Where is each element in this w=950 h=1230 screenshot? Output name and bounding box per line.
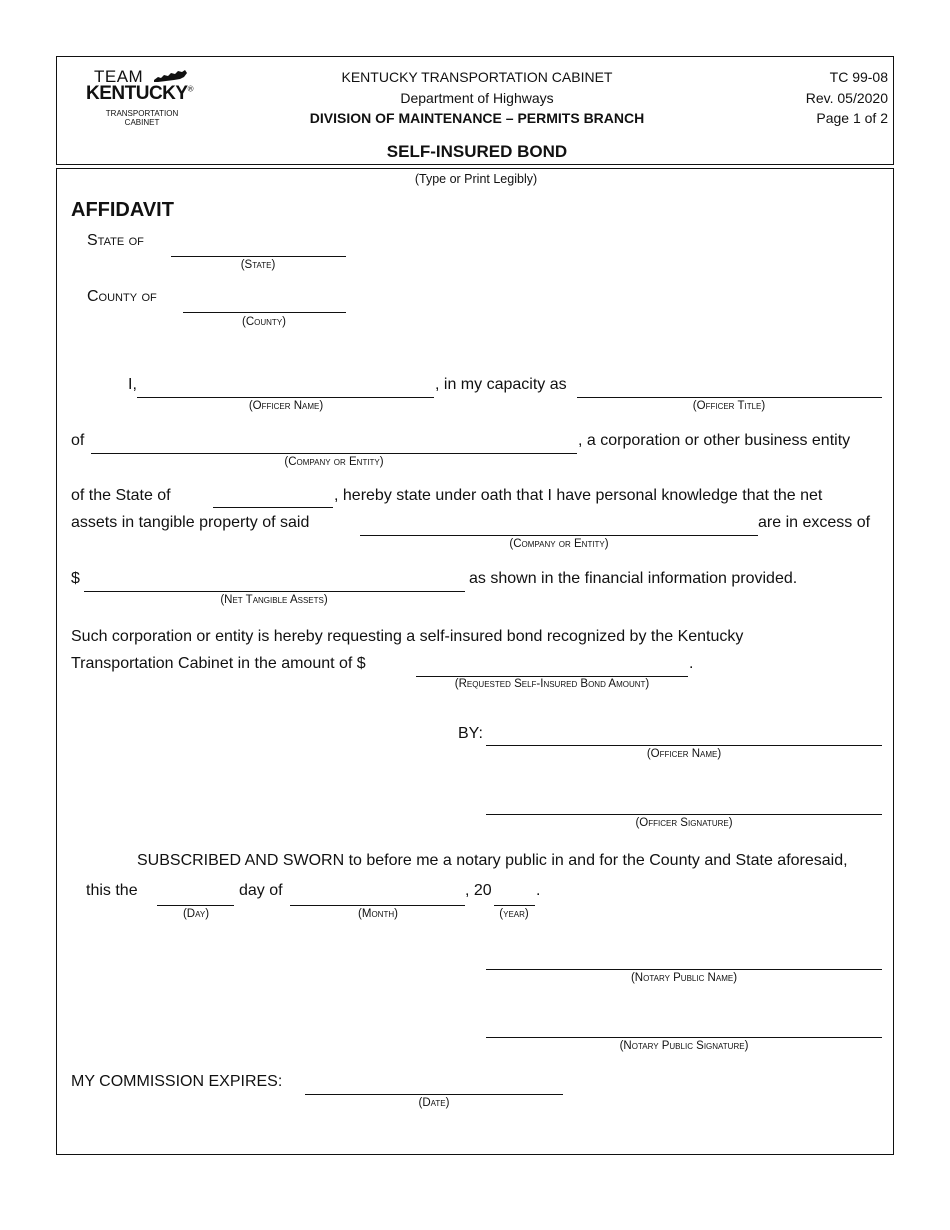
commission-date-caption: (Date) <box>418 1097 450 1109</box>
company-input[interactable] <box>91 432 577 454</box>
of-state-text: of the State of <box>71 487 171 504</box>
bond-amount-input[interactable] <box>416 655 688 677</box>
year-prefix-text: , 20 <box>465 882 492 899</box>
notary-name-input[interactable] <box>486 948 882 970</box>
state-input[interactable] <box>171 235 346 257</box>
notary-name-caption: (Notary Public Name) <box>630 972 738 984</box>
entity-state-input[interactable] <box>213 486 333 508</box>
net-assets-caption: (Net Tangible Assets) <box>220 594 328 606</box>
affidavit-heading: AFFIDAVIT <box>71 199 174 221</box>
company-caption-2: (Company or Entity) <box>509 538 609 550</box>
request-period: . <box>689 655 694 672</box>
request-line2: Transportation Cabinet in the amount of $ <box>71 655 366 672</box>
day-caption: (Day) <box>182 908 210 920</box>
day-of-text: day of <box>239 882 283 899</box>
bond-amount-caption: (Requested Self-Insured Bond Amount) <box>454 678 650 690</box>
month-caption: (Month) <box>358 908 398 920</box>
state-label: State of <box>87 232 144 249</box>
net-assets-input[interactable] <box>84 570 465 592</box>
year-caption: (year) <box>499 908 529 920</box>
shown-text: as shown in the financial information provided. <box>469 570 798 587</box>
company-caption: (Company or Entity) <box>284 456 384 468</box>
date-period: . <box>536 882 541 899</box>
team-kentucky-logo <box>80 66 205 128</box>
i-text: I, <box>128 376 137 393</box>
oath-text: , hereby state under oath that I have personal knowledge that the net <box>334 487 823 504</box>
print-instructions: (Type or Print Legibly) <box>414 172 538 186</box>
officer-name-input[interactable] <box>137 376 434 398</box>
county-input[interactable] <box>183 291 346 313</box>
page-number: Page 1 of 2 <box>816 110 888 126</box>
logo-cabinet-line2: CABINET <box>124 118 160 127</box>
notary-signature-input[interactable] <box>486 1016 882 1038</box>
assets-text: assets in tangible property of said <box>71 514 310 531</box>
county-label: County of <box>87 288 157 305</box>
agency-name: KENTUCKY TRANSPORTATION CABINET <box>341 69 613 85</box>
company-input-2[interactable] <box>360 514 758 536</box>
state-caption: (State) <box>240 259 276 271</box>
by-officer-input[interactable] <box>486 724 882 746</box>
corporation-text: , a corporation or other business entity <box>578 432 851 449</box>
of-text: of <box>71 432 85 449</box>
officer-title-caption: (Officer Title) <box>692 400 766 412</box>
excess-text: are in excess of <box>758 514 871 531</box>
form-title: SELF-INSURED BOND <box>386 142 568 161</box>
dollar-sign: $ <box>71 570 80 587</box>
revision-date: Rev. 05/2020 <box>805 90 888 106</box>
officer-signature-input[interactable] <box>486 793 882 815</box>
commission-date-input[interactable] <box>305 1073 563 1095</box>
by-officer-caption: (Officer Name) <box>646 748 722 760</box>
form-number: TC 99-08 <box>829 69 888 85</box>
month-input[interactable] <box>290 884 465 906</box>
logo-team-text: TEAM <box>94 67 144 86</box>
commission-label: MY COMMISSION EXPIRES: <box>71 1073 283 1090</box>
year-input[interactable] <box>494 884 535 906</box>
kentucky-state-icon <box>152 68 188 84</box>
logo-cabinet-line1: TRANSPORTATION <box>105 109 179 118</box>
request-line1: Such corporation or entity is hereby requesting a self-insured bond recognized by the Kentucky <box>71 628 744 645</box>
logo-kentucky-text: KENTUCKY® <box>86 83 193 104</box>
officer-title-input[interactable] <box>577 376 882 398</box>
this-the-text: this the <box>86 882 138 899</box>
day-input[interactable] <box>157 884 234 906</box>
officer-name-caption: (Officer Name) <box>248 400 324 412</box>
notary-signature-caption: (Notary Public Signature) <box>619 1040 749 1052</box>
sworn-text: SUBSCRIBED AND SWORN to before me a notary public in and for the County and State aforesaid, <box>137 852 848 869</box>
department-name: Department of Highways <box>400 90 554 106</box>
division-name: DIVISION OF MAINTENANCE – PERMITS BRANCH <box>309 110 645 126</box>
capacity-text: , in my capacity as <box>435 376 567 393</box>
by-label: BY: <box>458 725 483 742</box>
county-caption: (County) <box>242 316 286 328</box>
officer-signature-caption: (Officer Signature) <box>635 817 733 829</box>
